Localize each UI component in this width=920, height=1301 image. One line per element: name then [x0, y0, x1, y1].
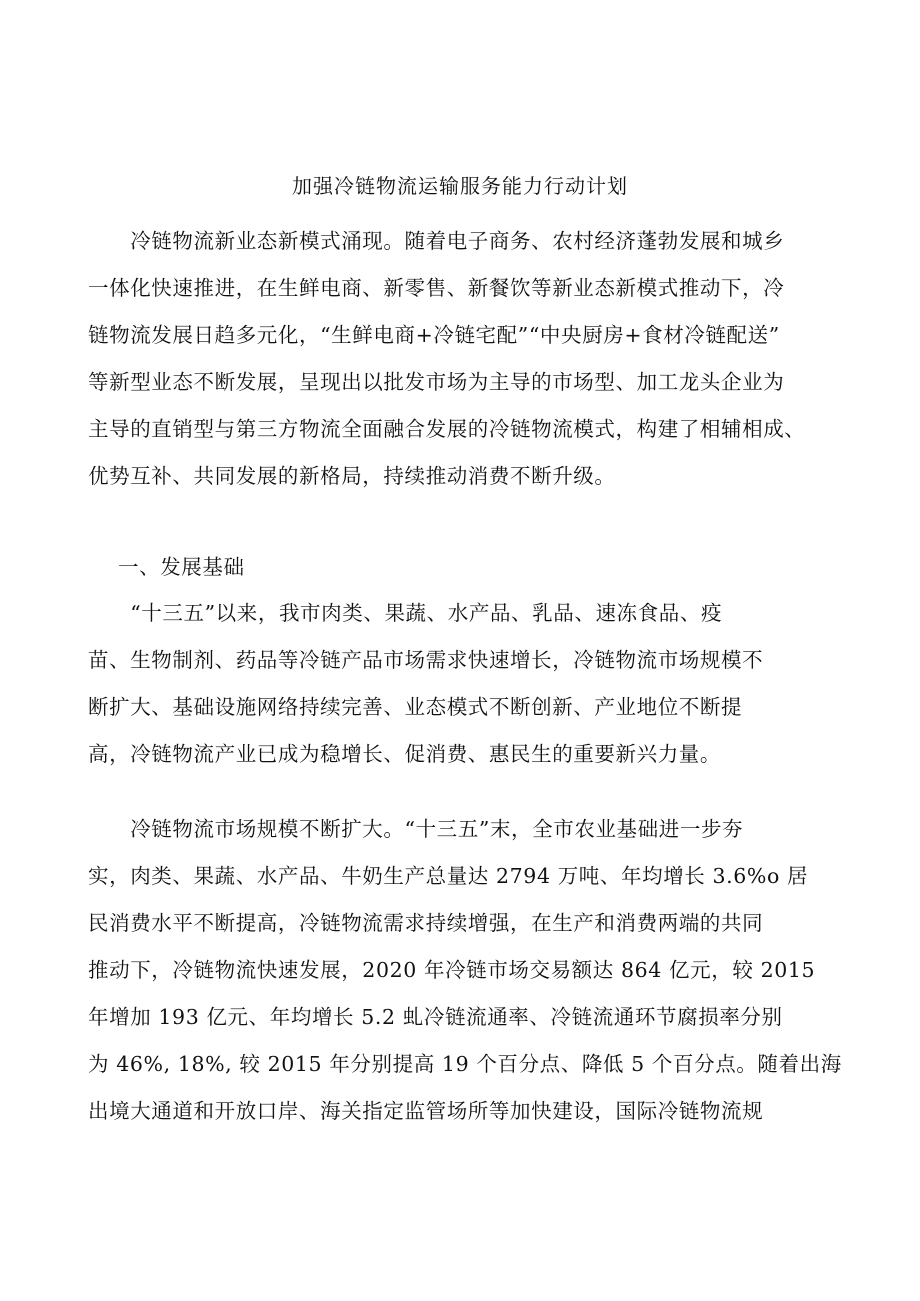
document-title: 加强冷链物流运输服务能力行动计划 — [292, 174, 628, 198]
paragraph-market-scale — [88, 806, 840, 1135]
paragraph-line: 为 46%, 18%, 较 2015 年分别提高 19 个百分点、降低 5 个百分点。随着出海 — [88, 1052, 842, 1076]
paragraph-line: 年增加 193 亿元、年均增长 5.2 虬冷链流通率、冷链流通环节腐损率分别 — [88, 1005, 783, 1029]
paragraph-line: 出境大通道和开放口岸、海关指定监管场所等加快建设，国际冷链物流规 — [88, 1099, 764, 1123]
paragraph-line: 高，冷链物流产业已成为稳增长、促消费、惠民生的重要新兴力量。 — [88, 742, 721, 766]
paragraph-line: 断扩大、基础设施网络持续完善、业态模式不断创新、产业地位不断提 — [88, 695, 743, 719]
section-heading: 一、发展基础 — [118, 555, 245, 579]
paragraph-line: 链物流发展日趋多元化，“生鲜电商+冷链宅配”“中央厨房+食材冷链配送” — [88, 323, 780, 347]
paragraph-line: 冷链物流市场规模不断扩大。“十三五”末，全市农业基础进一步夯 — [88, 817, 744, 841]
paragraph-line: “十三五”以来，我市肉类、果蔬、水产品、乳品、速冻食品、疫 — [88, 601, 723, 625]
paragraph-line: 一体化快速推进，在生鲜电商、新零售、新餐饮等新业态新模式推动下，冷 — [88, 276, 785, 300]
paragraph-intro — [88, 218, 840, 500]
paragraph-line: 推动下，冷链物流快速发展，2020 年冷链市场交易额达 864 亿元，较 2015 — [88, 958, 816, 982]
paragraph-line: 冷链物流新业态新模式涌现。随着电子商务、农村经济蓬勃发展和城乡 — [88, 229, 785, 253]
paragraph-line: 实，肉类、果蔬、水产品、牛奶生产总量达 2794 万吨、年均增长 3.6%o 居 — [88, 864, 809, 888]
paragraph-line: 优势互补、共同发展的新格局，持续推动消费不断升级。 — [88, 464, 616, 488]
paragraph-line: 主导的直销型与第三方物流全面融合发展的冷链物流模式，构建了相辅相成、 — [88, 417, 806, 441]
paragraph-basis — [88, 590, 840, 778]
paragraph-line: 苗、生物制剂、药品等冷链产品市场需求快速增长，冷链物流市场规模不 — [88, 648, 764, 672]
paragraph-line: 等新型业态不断发展，呈现出以批发市场为主导的市场型、加工龙头企业为 — [88, 370, 785, 394]
paragraph-line: 民消费水平不断提高，冷链物流需求持续增强，在生产和消费两端的共同 — [88, 911, 764, 935]
